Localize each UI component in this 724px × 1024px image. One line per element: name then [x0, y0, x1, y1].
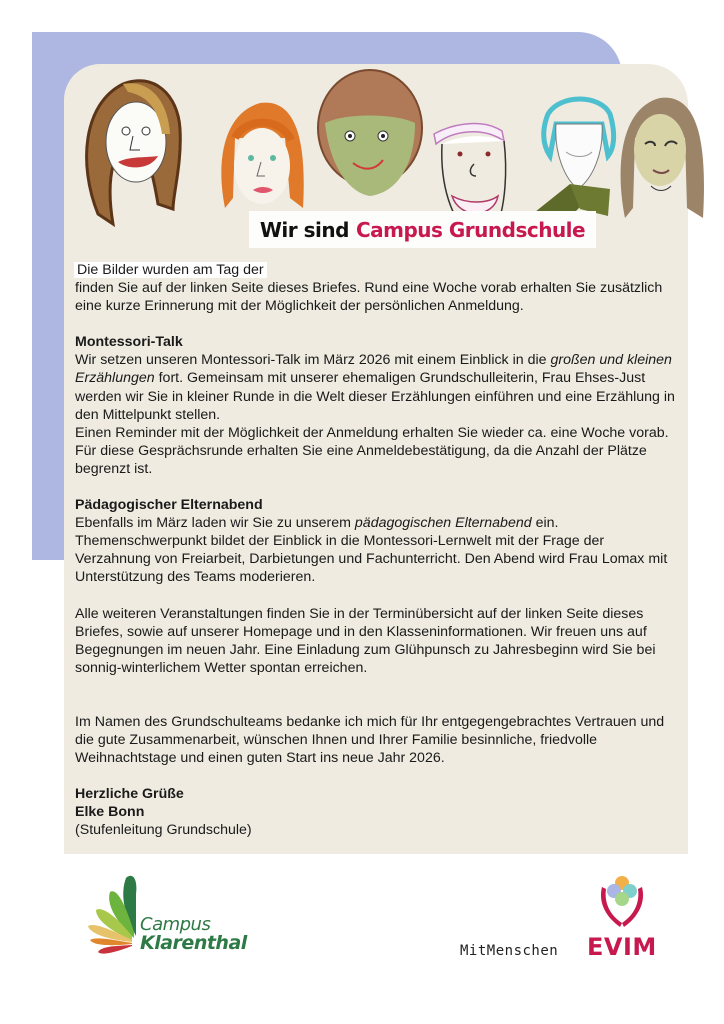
section-heading-elternabend: Pädagogischer Elternabend	[75, 497, 263, 514]
text-run: Ebenfalls im März laden wir Sie zu unserem	[75, 515, 355, 532]
closing-paragraph: Im Namen des Grundschulteams bedanke ich mich für Ihr entgegengebrachtes Vertrauen und die gute Zusammenarbeit, wünschen Ihnen und Ihrer Familie besinnliche, friedvolle Weihnachtstage und einen guten Start ins neue Jahr 2026.	[75, 713, 665, 767]
montessori-talk-reminder: Einen Reminder mit der Möglichkeit der Anmeldung erhalten Sie wieder ca. eine Woche vorab. Für diese Gesprächsrunde erhalten Sie eine Anmeldebestätigung, da die Anzahl der Plätze begrenzt ist.	[75, 424, 669, 477]
signer-name: Elke Bonn	[75, 804, 145, 821]
letter-body	[75, 261, 675, 839]
text-run: Wir setzen unseren Montessori-Talk im März 2026 mit einem Einblick in die	[75, 352, 551, 369]
fan-leaves-icon	[84, 874, 144, 954]
italic-text-run: pädagogischen Elternabend	[354, 515, 532, 532]
hands-holding-circles-icon	[592, 873, 652, 933]
greeting: Herzliche Grüße	[75, 786, 184, 803]
logo-left-line2: Klarenthal	[140, 932, 247, 954]
portrait-drawing-3	[315, 68, 425, 198]
text-run: fort. Gemeinsam mit unserer ehemaligen Grundschulleiterin, Frau Ehses-Just werden wir Sie in kleiner Runde in die Welt dieser Erzählungen einführen und eine Erzählung in den Mittelpunkt stellen.	[75, 370, 675, 423]
banner-prefix: Wir sind	[259, 217, 349, 242]
italic-text-run: großen und kleinen Erzählungen	[75, 352, 672, 387]
portrait-drawing-2	[215, 98, 305, 228]
portrait-drawings	[70, 66, 720, 226]
campus-klarenthal-logo	[84, 874, 254, 964]
events-paragraph: Alle weiteren Veranstaltungen finden Sie in der Terminübersicht auf der linken Seite dieses Briefes, sowie auf unserer Homepage und in den Klasseninformationen. Wir freuen uns auf Begegnungen im neuen Jahr. Eine Einladung zum Glühpunsch zu Jahresbeginn wird Sie bei sonnig-winterlichem Wetter spontan erreichen.	[75, 605, 656, 676]
elternabend-paragraph	[75, 514, 675, 586]
intro-paragraph	[75, 261, 675, 315]
portrait-drawing-6	[615, 88, 705, 228]
logo-right-brand: EVIM	[587, 933, 657, 961]
evim-logo	[456, 873, 676, 965]
banner-school-name: Campus Grundschule	[355, 217, 586, 242]
logo-left-line1: Campus	[140, 914, 211, 935]
intro-rest: finden Sie auf der linken Seite dieses Briefes. Rund eine Woche vorab erhalten Sie zusätzlich eine kurze Erinnerung mit der Möglichkeit der persönlichen Anmeldung.	[75, 280, 663, 315]
logo-right-tagline: MitMenschen	[460, 943, 559, 959]
section-heading-montessori-talk: Montessori-Talk	[75, 334, 183, 351]
montessori-talk-paragraph	[75, 351, 675, 423]
intro-highlighted-line: Die Bilder wurden am Tag der	[74, 262, 267, 278]
title-banner	[249, 211, 596, 248]
portrait-drawing-1	[78, 74, 188, 234]
signer-role: (Stufenleitung Grundschule)	[75, 822, 252, 839]
text-run: ein. Themenschwerpunkt bildet der Einblick in die Montessori-Lernwelt mit der Frage der Verzahnung von Freiarbeit, Darbietungen und Fachunterricht. Den Abend wird Frau Lomax mit Unterstützung des Teams moderieren.	[75, 515, 668, 586]
